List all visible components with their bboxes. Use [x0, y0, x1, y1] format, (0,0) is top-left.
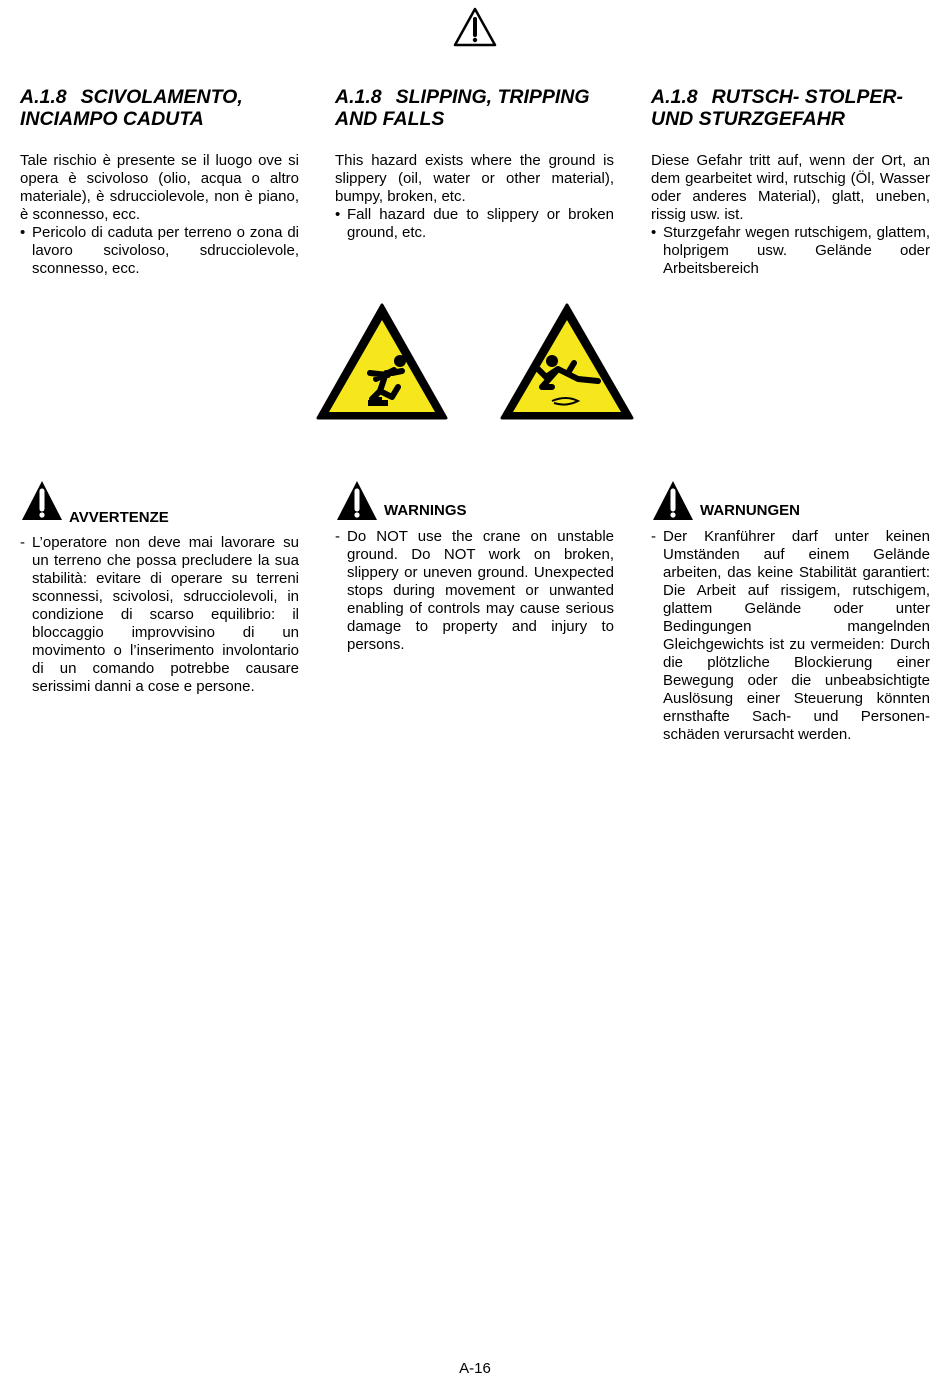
bullet-text: Sturzgefahr wegen rutschigem, glattem, holprigem usw. Gelände oder Arbeitsbereich [663, 224, 930, 277]
dash-symbol: - [335, 528, 340, 545]
bullet-item [20, 224, 299, 278]
bullet-symbol: • [651, 224, 657, 241]
hazard-signs [316, 303, 636, 421]
warning-item [20, 534, 299, 696]
warning-title: AVVERTENZE [69, 509, 169, 526]
intro-text [335, 152, 614, 242]
bullet-text: Fall hazard due to slippery or broken ground, etc. [347, 206, 614, 241]
warning-item [335, 528, 614, 654]
bullet-symbol: • [335, 206, 341, 223]
heading-title: SLIPPING, TRIPPING AND FALLS [335, 86, 590, 130]
warning-block [651, 478, 930, 744]
section-heading [651, 86, 930, 130]
page-number: A-16 [459, 1360, 491, 1377]
warning-title: WARNINGS [384, 502, 467, 519]
warning-text: Do NOT use the crane on unstable ground. Do NOT work on broken, slippery or uneven ground. Unexpected stops during movement or unwanted enabling of controls may cause serious damage to property and injury to persons. [347, 528, 614, 653]
warning-header [651, 478, 930, 524]
warning-exclamation-icon [335, 478, 379, 522]
warning-header [335, 478, 614, 524]
intro-paragraph: This hazard exists where the ground is slippery (oil, water or other material), bumpy, broken, etc. [335, 152, 614, 205]
warning-title: WARNUNGEN [700, 502, 800, 519]
warning-header [20, 478, 299, 524]
intro-text [20, 152, 299, 278]
dash-symbol: - [651, 528, 656, 545]
heading-title: SCIVOLAMENTO, INCIAMPO CADUTA [20, 86, 243, 130]
warning-block [20, 478, 299, 696]
warning-text: Der Kranführer darf unter keinen Umständen auf einem Gelände arbeiten, das keine Stabilität garantiert: Die Arbeit auf rissigem, rutschigem, glattem Gelände oder unter Bedingungen mangelnden Gleichgewichts ist zu vermeiden: Durch die plötzliche Blockierung einer Bewegung oder die unbeabsichtigte Auslösung einer Steuerung könnten ernsthafte Sach- und Personen-schäden verursacht werden. [663, 528, 930, 743]
bullet-symbol: • [20, 224, 26, 241]
bullet-text: Pericolo di caduta per terreno o zona di lavoro scivoloso, sdrucciolevole, sconnesso, ecc. [32, 224, 299, 277]
bullet-item [651, 224, 930, 278]
intro-text [651, 152, 930, 278]
tripping-hazard-icon [318, 305, 446, 418]
warning-exclamation-icon [20, 478, 64, 522]
warning-item [651, 528, 930, 744]
warning-exclamation-icon [651, 478, 695, 522]
warning-triangle-icon [452, 6, 498, 48]
section-heading [20, 86, 299, 130]
dash-symbol: - [20, 534, 25, 551]
heading-number: A.1.8 [651, 86, 698, 108]
slipping-hazard-icon [502, 305, 632, 418]
intro-paragraph: Diese Gefahr tritt auf, wenn der Ort, an dem gearbeitet wird, rutschig (Öl, Wasser oder anderes Material), glatt, uneben, rissig usw. ist. [651, 152, 930, 223]
intro-paragraph: Tale rischio è presente se il luogo ove si opera è scivoloso (olio, acqua o altro materiale), è sdrucciolevole, non è piano, è sconnesso, ecc. [20, 152, 299, 223]
warning-text: L’operatore non deve mai lavorare su un terreno che possa precludere la sua stabilità: evitare di operare su terreni sconnessi, scivolosi, sdrucciolevoli, in condizione di scarso equilibrio: il bloccaggio improvvisino di un movimento o l’inserimento involontario di un comando potrebbe causare serissimi danni a cose e persone. [32, 534, 299, 695]
heading-number: A.1.8 [335, 86, 382, 108]
warning-block [335, 478, 614, 654]
heading-title: RUTSCH- STOLPER- UND STURZGEFAHR [651, 86, 904, 130]
section-heading [335, 86, 614, 130]
heading-number: A.1.8 [20, 86, 67, 108]
bullet-item [335, 206, 614, 242]
